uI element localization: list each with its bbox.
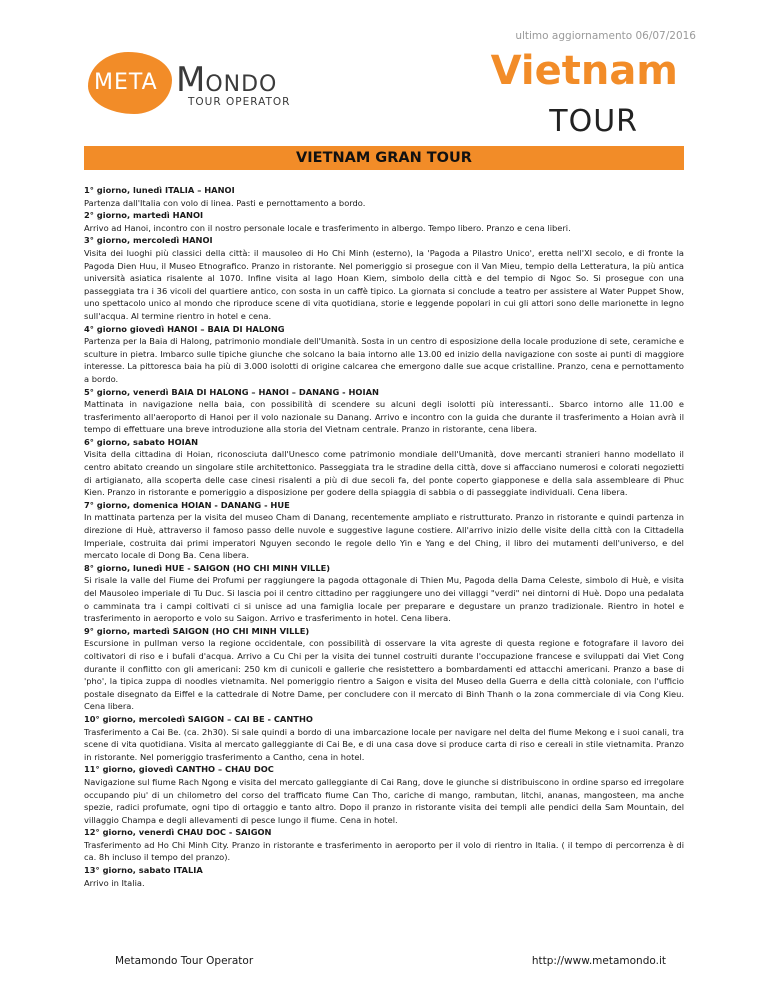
company-logo <box>88 52 303 122</box>
country-title: Vietnam <box>490 48 678 94</box>
day-text: Visita dei luoghi più classici della città: il mausoleo di Ho Chi Minh (esterno), la 'Pagoda a Pilastro Unico', eretta nell'XI secolo, e di fronte la Pagoda Dien Huu, il Museo Etnografico. Pranzo in ristorante. Nel pomeriggio si prosegue con il Van Mieu, tempio della Letteratura, la più antica università asiatica risalente al 1070. Infine visita al lago Hoan Kiem, simbolo della città e del tempio di Ngoc So. Si prosegue con una passeggiata tra i 36 vicoli del quartiere antico, con sosta in un caffè tipico. La giornata si conclude a teatro per assistere al Water Puppet Show, uno spettacolo unico al mondo che riproduce scene di vita quotidiana, storie e leggende popolari in cui gli attori sono delle marionette in legno sull'acqua. Al termine rientro in hotel e cena. <box>84 247 684 321</box>
logo-mondo-text <box>176 60 277 100</box>
logo-mondo-rest: ONDO <box>205 72 278 97</box>
day-title: 6° giorno, sabato HOIAN <box>84 436 199 447</box>
logo-mondo-initial: M <box>176 60 206 100</box>
day-text: Arrivo ad Hanoi, incontro con il nostro personale locale e trasferimento in albergo. Tempo libero. Pranzo e cena liberi. <box>84 222 571 233</box>
day-text: Escursione in pullman verso la regione occidentale, con possibilità di osservare la vita agreste di questa regione e fotografare il lavoro dei coltivatori di riso e i bufali d'acqua. Arrivo a Cu Chi per la visita dei tunnel costruiti durante l'occupazione francese e sviluppati dai Viet Cong durante il conflitto con gli americani: 250 km di cunicoli e gallerie che resistettero a bombardamenti ed attacchi americani. Pranzo a base di 'pho', la tipica zuppa di noodles vietnamita. Nel pomeriggio rientro a Saigon e visita del Museo della Guerra e della città coloniale, con l'ufficio postale disegnato da Eiffel e la cattedrale di Notre Dame, per concludere con il mercato di Binh Thanh o la zona commerciale di via Cong Kieu. Cena libera. <box>84 638 684 712</box>
day-text: In mattinata partenza per la visita del museo Cham di Danang, recentemente ampliato e ristrutturato. Pranzo in ristorante e quindi partenza in direzione di Huè, attraverso il famoso passo delle nuvole e suggestive lagune costiere. All'arrivo inizio delle visite della città con la Cittadella Imperiale, costruita dai primi imperatori Nguyen secondo le regole dello Yin e Yang e del Ching, il libro dei mutamenti dell'universo, e del mercato locale di Dong Ba. Cena libera. <box>84 512 684 561</box>
day-title: 1° giorno, lunedì ITALIA – HANOI <box>84 185 235 195</box>
day-text: Arrivo in Italia. <box>84 877 145 888</box>
day-text: Visita della cittadina di Hoian, riconosciuta dall'Unesco come patrimonio mondiale dell'Umanità, dove mercanti stranieri hanno modellato il centro abitato creando un singolare stile architettonico. Passeggiata tra le stradine della città, dove si affacciano numerosi e colorati negozietti di artigianato, alla scoperta delle case cinesi risalenti a più di due secoli fa, del ponte coperto giapponese e della sala assembleare di Phuc Kien. Pranzo in ristorante e pomeriggio a disposizione per godere della spiaggia di sabbia o di passeggiate individuali. Cena libera. <box>84 449 684 498</box>
day-title: 7° giorno, domenica HOIAN - DANANG - HUE <box>84 499 290 510</box>
tour-banner-title: VIETNAM GRAN TOUR <box>296 150 472 166</box>
day-text: Trasferimento a Cai Be. (ca. 2h30). Si sale quindi a bordo di una imbarcazione locale per navigare nel delta del fiume Mekong e i suoi canali, tra scene di vita quotidiana. Visita al mercato galleggiante di Cai Be, e di una casa dove si produce carta di riso e cereali in stile vietnamita. Pranzo in ristorante. Nel pomeriggio trasferimento a Cantho, cena in hotel. <box>84 726 684 762</box>
day-text: Si risale la valle del Fiume dei Profumi per raggiungere la pagoda ottagonale di Thien Mu, Pagoda della Dama Celeste, simbolo di Huè, e visita del Mausoleo imperiale di Tu Duc. Si lascia poi il centro cittadino per raggiungere uno dei villaggi "verdi" nei dintorni di Huè. Dopo una pedalata o camminata tra i campi coltivati ci si unisce ad una famiglia locale per preparare e degustare un pranzo tradizionale. Rientro in hotel e trasferimento in aeroporto e volo su Saigon. Arrivo e trasferimento in hotel. Cena libera. <box>84 575 684 624</box>
itinerary <box>84 184 684 889</box>
day-text: Trasferimento ad Ho Chi Minh City. Pranzo in ristorante e trasferimento in aeroporto per il volo di rientro in Italia. ( il tempo di percorrenza è di ca. 8h incluso il tempo del pranzo). <box>84 839 684 863</box>
day-title: 10° giorno, mercoledì SAIGON – CAI BE - CANTHO <box>84 713 313 724</box>
footer-company: Metamondo Tour Operator <box>115 955 254 967</box>
day-text: Mattinata in navigazione nella baia, con possibilità di scendere su alcuni degli isolotti più interessanti.. Sbarco intorno alle 11.00 e trasferimento all'aeroporto di Hanoi per il volo nazionale su Danang. Arrivo e incontro con la guida che durante il trasferimento a Hoian avrà il tempo di effettuare una breve introduzione alla storia del Vietnam centrale. Pranzo in ristorante, cena libera. <box>84 399 684 435</box>
tour-subtitle: TOUR <box>549 104 638 139</box>
day-title: 5° giorno, venerdì BAIA DI HALONG – HANOI – DANANG - HOIAN <box>84 386 379 397</box>
day-title: 8° giorno, lunedì HUE - SAIGON (HO CHI MINH VILLE) <box>84 562 331 573</box>
day-title: 3° giorno, mercoledì HANOI <box>84 235 213 246</box>
day-title: 11° giorno, giovedì CANTHO – CHAU DOC <box>84 764 274 775</box>
last-update-note: ultimo aggiornamento 06/07/2016 <box>515 30 696 42</box>
logo-meta-text: META <box>94 70 158 95</box>
day-title: 4° giorno giovedì HANOI – BAIA DI HALONG <box>84 323 285 334</box>
day-text: Partenza dall'Italia con volo di linea. Pasti e pernottamento a bordo. <box>84 197 366 208</box>
day-text: Navigazione sul fiume Rach Ngong e visita del mercato galleggiante di Cai Rang, dove le giunche si distribuiscono in ordine sparso ed irregolare occupando piu' di un chilometro del corso del trafficato fiume Can Tho, cariche di mango, rambutan, litchi, ananas, mangosteen, ma anche spezie, radici profumate, ogni tipo di ortaggio e tanto altro. Dopo il pranzo in ristorante visita dei templi alle pendici della Sam Mountain, del villaggio Champa e degli allevamenti di pesce lungo il fiume. Cena in hotel. <box>84 776 684 825</box>
day-title: 12° giorno, venerdì CHAU DOC - SAIGON <box>84 827 272 838</box>
day-title: 2° giorno, martedì HANOI <box>84 210 204 221</box>
tour-banner <box>84 146 684 170</box>
day-title: 13° giorno, sabato ITALIA <box>84 865 203 876</box>
logo-tagline: TOUR OPERATOR <box>188 96 291 108</box>
day-title: 9° giorno, martedì SAIGON (HO CHI MINH VILLE) <box>84 625 310 636</box>
footer-website-link[interactable]: http://www.metamondo.it <box>531 955 666 967</box>
day-text: Partenza per la Baia di Halong, patrimonio mondiale dell'Umanità. Sosta in un centro di esposizione della locale produzione di sete, ceramiche e sculture in pietra. Imbarco sulle tipiche giunche che solcano la baia intorno alle 13.00 ed inizio della navigazione con soste ai punti di maggiore interesse. La pittoresca baia ha più di 3.000 isolotti di origine calcarea che emergono dalle sue acque cristalline. Pranzo, cena e pernottamento a bordo. <box>84 336 684 384</box>
